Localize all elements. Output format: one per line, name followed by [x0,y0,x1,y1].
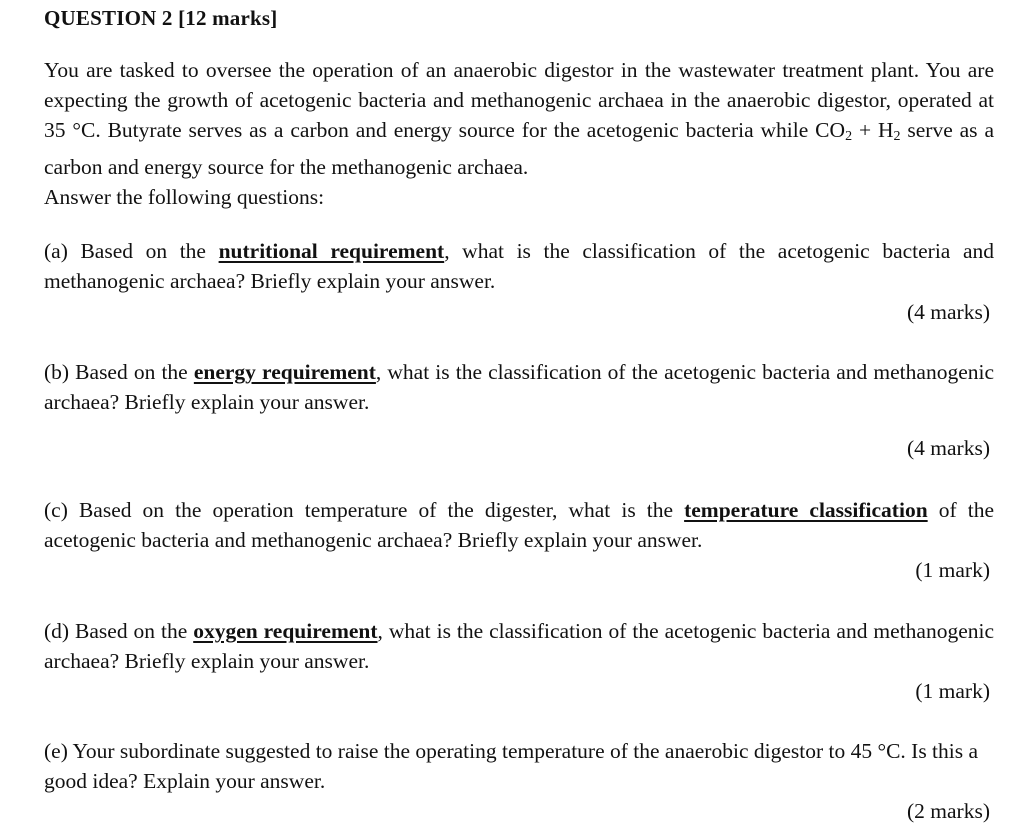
part-c-marks: (1 mark) [915,558,990,582]
part-c-question [44,495,994,555]
part-c-keyword: temperature classification [684,498,928,522]
part-b-keyword: energy requirement [193,360,376,384]
part-a-keyword: nutritional requirement [218,239,445,263]
part-d-pre: (d) Based on the [44,619,194,643]
part-b-post: , what is the classification of the acetogenic bacteria and methanogenic archaea? Briefly explain your answer. [44,360,995,414]
intro-plus-h: + H [852,118,894,142]
intro-line-2: You are expecting the growth of acetogenic bacteria and methanogenic archaea in the anaerobic [44,58,994,112]
part-d-marks: (1 mark) [915,679,990,703]
part-b-question [44,357,994,417]
question-title: QUESTION 2 [12 marks] [44,6,278,30]
part-a-question [44,236,994,296]
part-d-post: , what is the classification of the acetogenic bacteria and methanogenic archaea? Briefly explain your answer. [44,619,994,673]
intro-line-3: digestor, operated at 35 °C. Butyrate serves as a carbon and energy source for the acetogenic [44,88,994,142]
part-e-marks: (2 marks) [907,799,990,823]
intro-line-4b: serve as a carbon and energy source for the methanogenic archaea. [44,118,994,179]
intro-line-4a: bacteria while CO [685,118,846,142]
part-a-pre: (a) Based on the [44,239,219,263]
intro-line-5: Answer the following questions: [44,185,325,209]
intro-line-1: You are tasked to oversee the operation of an anaerobic digestor in the wastewater treatment plant. [44,58,920,82]
question-intro [44,55,994,212]
part-b-pre: (b) Based on the [44,360,194,384]
part-d-keyword: oxygen requirement [193,619,378,643]
part-c-pre: (c) Based on the operation temperature of the digester, what is the [44,498,685,522]
part-a-post: , what is the classification of the acetogenic bacteria and methanogenic archaea? Briefly explain your answer. [44,239,994,293]
h2-subscript: 2 [893,129,901,144]
part-d-question [44,616,994,676]
part-b-marks: (4 marks) [907,436,990,460]
part-e-question: (e) Your subordinate suggested to raise the operating temperature of the anaerobic digestor to 45 °C. Is this a good idea? Explain your answer. [44,739,979,793]
co2-subscript: 2 [845,129,853,144]
part-a-marks: (4 marks) [907,300,990,324]
part-c-post: of the acetogenic bacteria and methanogenic archaea? Briefly explain your answer. [44,498,994,552]
